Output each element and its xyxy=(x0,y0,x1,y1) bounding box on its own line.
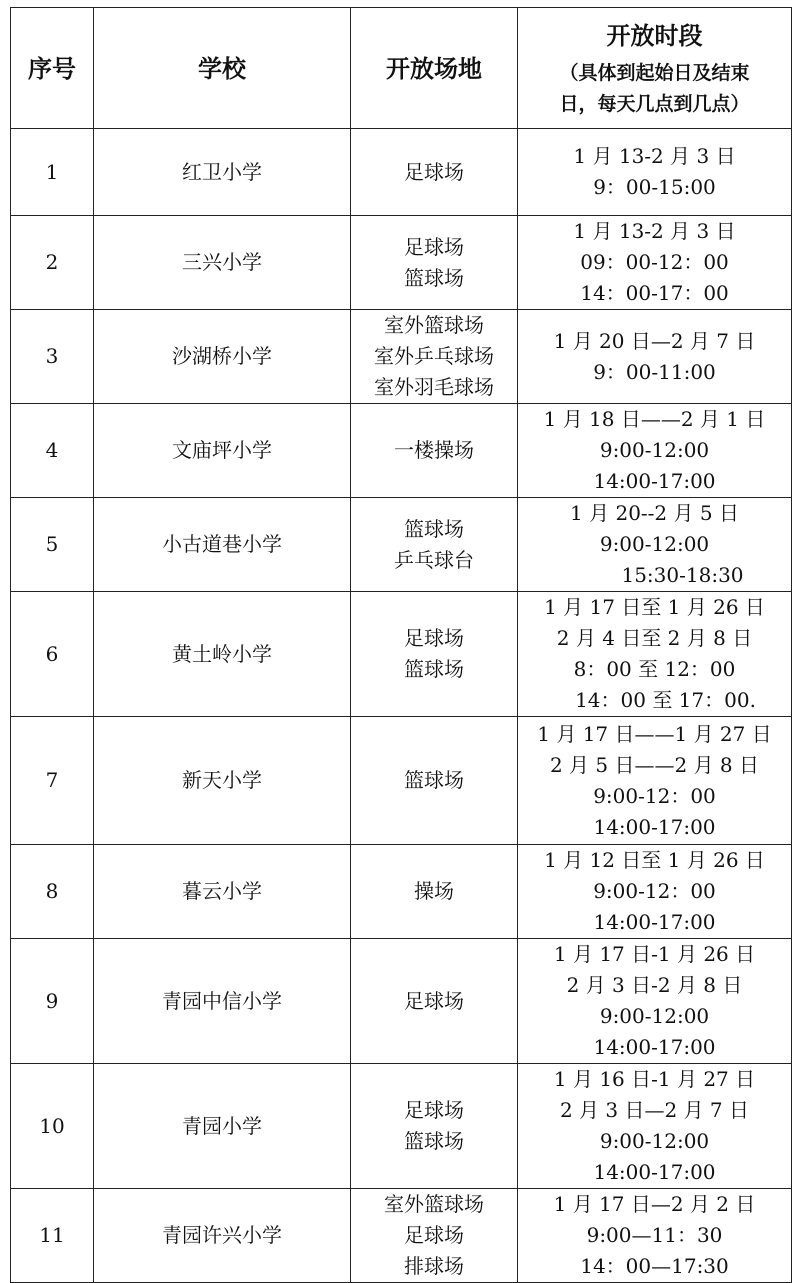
time-line: 2 月 3 日-2 月 8 日 xyxy=(566,973,743,997)
time-line: 9:00-12:00 xyxy=(599,1129,710,1153)
venue-line: 室外篮球场 xyxy=(384,1192,484,1216)
row-number: 8 xyxy=(11,845,94,939)
time-cell xyxy=(518,1064,792,1189)
school-name: 青园中信小学 xyxy=(94,939,351,1064)
school-name: 文庙坪小学 xyxy=(94,404,351,498)
venue-line: 足球场 xyxy=(404,1098,464,1122)
venue-line: 足球场 xyxy=(404,626,464,650)
time-cell xyxy=(518,592,792,717)
time-line: 9:00-12:00 xyxy=(599,1004,710,1028)
venue-line: 篮球场 xyxy=(404,768,464,792)
header-time-title: 开放时段 xyxy=(606,21,703,50)
time-line: 1 月 17 日-1 月 26 日 xyxy=(553,942,756,966)
time-line: 8：00 至 12：00 xyxy=(573,657,736,681)
header-time-note-2: 日，每天几点到几点） xyxy=(559,93,750,115)
row-number: 4 xyxy=(11,404,94,498)
venue-cell xyxy=(351,939,518,1064)
row-number: 10 xyxy=(11,1064,94,1189)
time-line: 1 月 18 日——2 月 1 日 xyxy=(543,407,766,431)
time-line: 14：00 至 17：00. xyxy=(575,688,756,712)
header-school: 学校 xyxy=(94,8,351,129)
school-name: 三兴小学 xyxy=(94,216,351,310)
time-line: 1 月 20--2 月 5 日 xyxy=(570,501,739,525)
time-line: 1 月 13-2 月 3 日 xyxy=(573,144,736,168)
time-cell xyxy=(518,216,792,310)
time-cell xyxy=(518,717,792,845)
time-line: 9:00-12：00 xyxy=(593,783,716,808)
time-line: 14:00-17:00 xyxy=(593,1035,716,1059)
venue-cell xyxy=(351,310,518,404)
table-row xyxy=(11,129,792,216)
row-number: 7 xyxy=(11,717,94,845)
time-line: 2 月 3 日—2 月 7 日 xyxy=(559,1098,750,1122)
time-cell xyxy=(518,845,792,939)
header-venue: 开放场地 xyxy=(351,8,518,129)
venue-line: 一楼操场 xyxy=(394,438,474,462)
school-name: 黄土岭小学 xyxy=(94,592,351,717)
time-line: 14:00-17:00 xyxy=(593,469,716,493)
table-row xyxy=(11,1064,792,1189)
row-number: 2 xyxy=(11,216,94,310)
venue-line: 篮球场 xyxy=(404,516,464,541)
time-cell xyxy=(518,404,792,498)
row-number: 11 xyxy=(11,1189,94,1283)
venue-line: 足球场 xyxy=(404,159,464,184)
school-name: 青园小学 xyxy=(94,1064,351,1189)
time-line: 1 月 17 日——1 月 27 日 xyxy=(537,721,772,746)
school-name: 新天小学 xyxy=(94,717,351,845)
time-line: 9:00-12：00 xyxy=(593,879,716,903)
venue-cell xyxy=(351,129,518,216)
header-time-note-1: （具体到起始日及结束 xyxy=(559,62,750,84)
time-line: 14：00-17：00 xyxy=(580,281,729,305)
row-number: 1 xyxy=(11,129,94,216)
time-cell xyxy=(518,939,792,1064)
time-line: 15:30-18:30 xyxy=(621,563,744,587)
venue-line: 篮球场 xyxy=(404,265,464,290)
time-line: 1 月 16 日-1 月 27 日 xyxy=(553,1067,756,1091)
venue-line: 足球场 xyxy=(404,234,464,259)
time-cell xyxy=(518,310,792,404)
time-line: 2 月 5 日——2 月 8 日 xyxy=(549,752,760,777)
venue-line: 篮球场 xyxy=(404,657,464,681)
venue-cell xyxy=(351,592,518,717)
venue-line: 乒乓球台 xyxy=(394,547,474,572)
time-line: 14:00-17:00 xyxy=(593,910,716,934)
time-line: 14:00-17:00 xyxy=(593,814,716,839)
table-row xyxy=(11,1189,792,1283)
venue-line: 排球场 xyxy=(404,1254,464,1278)
time-line: 14：00—17:30 xyxy=(580,1254,729,1278)
venue-line: 篮球场 xyxy=(404,1129,464,1153)
table-row xyxy=(11,845,792,939)
table-row xyxy=(11,216,792,310)
time-line: 9：00-11:00 xyxy=(593,359,716,384)
school-name: 小古道巷小学 xyxy=(94,498,351,592)
table-row xyxy=(11,592,792,717)
time-line: 1 月 12 日至 1 月 26 日 xyxy=(544,848,765,872)
time-line: 1 月 13-2 月 3 日 xyxy=(573,219,736,243)
venue-line: 足球场 xyxy=(404,988,464,1013)
schedule-sheet xyxy=(10,7,791,1278)
time-line: 2 月 4 日至 2 月 8 日 xyxy=(556,626,753,650)
row-number: 9 xyxy=(11,939,94,1064)
time-cell xyxy=(518,129,792,216)
school-name: 红卫小学 xyxy=(94,129,351,216)
venue-cell xyxy=(351,404,518,498)
time-cell xyxy=(518,1189,792,1283)
time-line: 9:00-12:00 xyxy=(599,532,710,556)
time-line: 14:00-17:00 xyxy=(593,1160,716,1184)
header-time xyxy=(518,8,792,129)
time-line: 09：00-12：00 xyxy=(580,250,729,274)
header-row xyxy=(11,8,792,129)
time-line: 9：00-15:00 xyxy=(593,175,716,199)
venue-cell xyxy=(351,717,518,845)
row-number: 3 xyxy=(11,310,94,404)
venue-cell xyxy=(351,498,518,592)
table-row xyxy=(11,498,792,592)
open-venues-table xyxy=(10,7,792,1283)
venue-cell xyxy=(351,845,518,939)
table-row xyxy=(11,939,792,1064)
school-name: 青园许兴小学 xyxy=(94,1189,351,1283)
venue-line: 室外羽毛球场 xyxy=(374,375,494,399)
table-row xyxy=(11,717,792,845)
row-number: 5 xyxy=(11,498,94,592)
venue-cell xyxy=(351,1189,518,1283)
time-line: 9:00—11：30 xyxy=(586,1223,723,1247)
school-name: 暮云小学 xyxy=(94,845,351,939)
venue-cell xyxy=(351,216,518,310)
table-row xyxy=(11,310,792,404)
time-line: 1 月 17 日至 1 月 26 日 xyxy=(544,595,765,619)
venue-line: 室外篮球场 xyxy=(384,313,484,337)
header-number: 序号 xyxy=(11,8,94,129)
venue-cell xyxy=(351,1064,518,1189)
time-line: 1 月 17 日—2 月 2 日 xyxy=(553,1192,756,1216)
time-line: 9:00-12:00 xyxy=(599,438,710,462)
time-cell xyxy=(518,498,792,592)
row-number: 6 xyxy=(11,592,94,717)
venue-line: 室外乒乓球场 xyxy=(374,344,494,368)
venue-line: 足球场 xyxy=(404,1223,464,1247)
table-row xyxy=(11,404,792,498)
school-name: 沙湖桥小学 xyxy=(94,310,351,404)
venue-line: 操场 xyxy=(414,879,454,903)
time-line: 1 月 20 日—2 月 7 日 xyxy=(553,328,756,353)
